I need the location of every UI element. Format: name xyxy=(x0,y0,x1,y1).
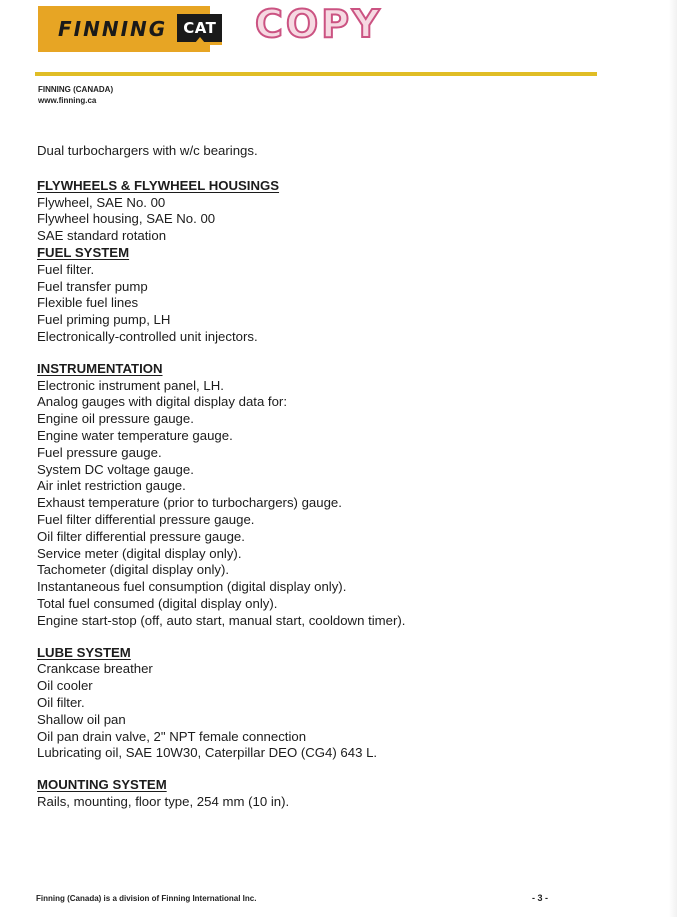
finning-cat-logo xyxy=(38,6,217,52)
section-mounting-system xyxy=(37,777,637,811)
section-flywheels xyxy=(37,178,637,245)
list-item: Fuel priming pump, LH xyxy=(37,312,171,328)
section-instrumentation xyxy=(37,361,637,630)
company-info xyxy=(38,84,113,106)
section-heading: INSTRUMENTATION xyxy=(37,360,163,376)
list-item: Service meter (digital display only). xyxy=(37,545,242,561)
list-item: Oil filter differential pressure gauge. xyxy=(37,528,245,544)
list-item: Analog gauges with digital display data for: xyxy=(37,394,287,410)
list-item: Oil filter. xyxy=(37,694,85,710)
section-heading: FUEL SYSTEM xyxy=(37,244,130,260)
list-item: Electronically-controlled unit injectors. xyxy=(37,328,258,344)
section-lube-system xyxy=(37,645,637,763)
company-name: FINNING (CANADA) xyxy=(38,85,114,94)
list-item: Fuel filter. xyxy=(37,261,95,277)
list-item: System DC voltage gauge. xyxy=(37,461,194,477)
list-item: Air inlet restriction gauge. xyxy=(37,478,186,494)
list-item: SAE standard rotation xyxy=(37,228,167,244)
list-item: Fuel filter differential pressure gauge. xyxy=(37,511,255,527)
list-item: Total fuel consumed (digital display only). xyxy=(37,595,278,611)
list-item: Fuel transfer pump xyxy=(37,278,148,294)
copy-stamp: COPY xyxy=(255,2,383,46)
list-item: Engine water temperature gauge. xyxy=(37,427,233,443)
footer-text: Finning (Canada) is a division of Finning International Inc. xyxy=(36,894,257,903)
section-heading: FLYWHEELS & FLYWHEEL HOUSINGS xyxy=(37,177,280,193)
section-heading: LUBE SYSTEM xyxy=(37,644,131,660)
list-item: Oil cooler xyxy=(37,678,93,694)
list-item: Instantaneous fuel consumption (digital display only). xyxy=(37,579,347,595)
intro-line: Dual turbochargers with w/c bearings. xyxy=(37,143,258,158)
list-item: Flexible fuel lines xyxy=(37,295,139,311)
finning-wordmark: FINNING xyxy=(58,17,168,41)
list-item: Engine oil pressure gauge. xyxy=(37,411,194,427)
company-url: www.finning.ca xyxy=(38,96,97,105)
list-item: Crankcase breather xyxy=(37,661,153,677)
list-item: Oil pan drain valve, 2" NPT female connection xyxy=(37,728,307,744)
list-item: Tachometer (digital display only). xyxy=(37,562,230,578)
header-divider xyxy=(35,72,597,76)
list-item: Flywheel housing, SAE No. 00 xyxy=(37,211,216,227)
cat-logo-badge: CAT xyxy=(177,14,222,45)
list-item: Flywheel, SAE No. 00 xyxy=(37,194,166,210)
list-item: Exhaust temperature (prior to turbochargers) gauge. xyxy=(37,495,342,511)
section-heading: MOUNTING SYSTEM xyxy=(37,777,167,793)
scan-edge-shading xyxy=(669,0,677,917)
document-body xyxy=(37,143,637,811)
page-number: - 3 - xyxy=(532,893,549,903)
list-item: Engine start-stop (off, auto start, manual start, cooldown timer). xyxy=(37,612,406,628)
list-item: Electronic instrument panel, LH. xyxy=(37,377,224,393)
list-item: Lubricating oil, SAE 10W30, Caterpillar DEO (CG4) 643 L. xyxy=(37,745,378,761)
section-fuel-system xyxy=(37,245,637,346)
list-item: Fuel pressure gauge. xyxy=(37,444,162,460)
list-item: Shallow oil pan xyxy=(37,711,126,727)
list-item: Rails, mounting, floor type, 254 mm (10 in). xyxy=(37,793,290,809)
